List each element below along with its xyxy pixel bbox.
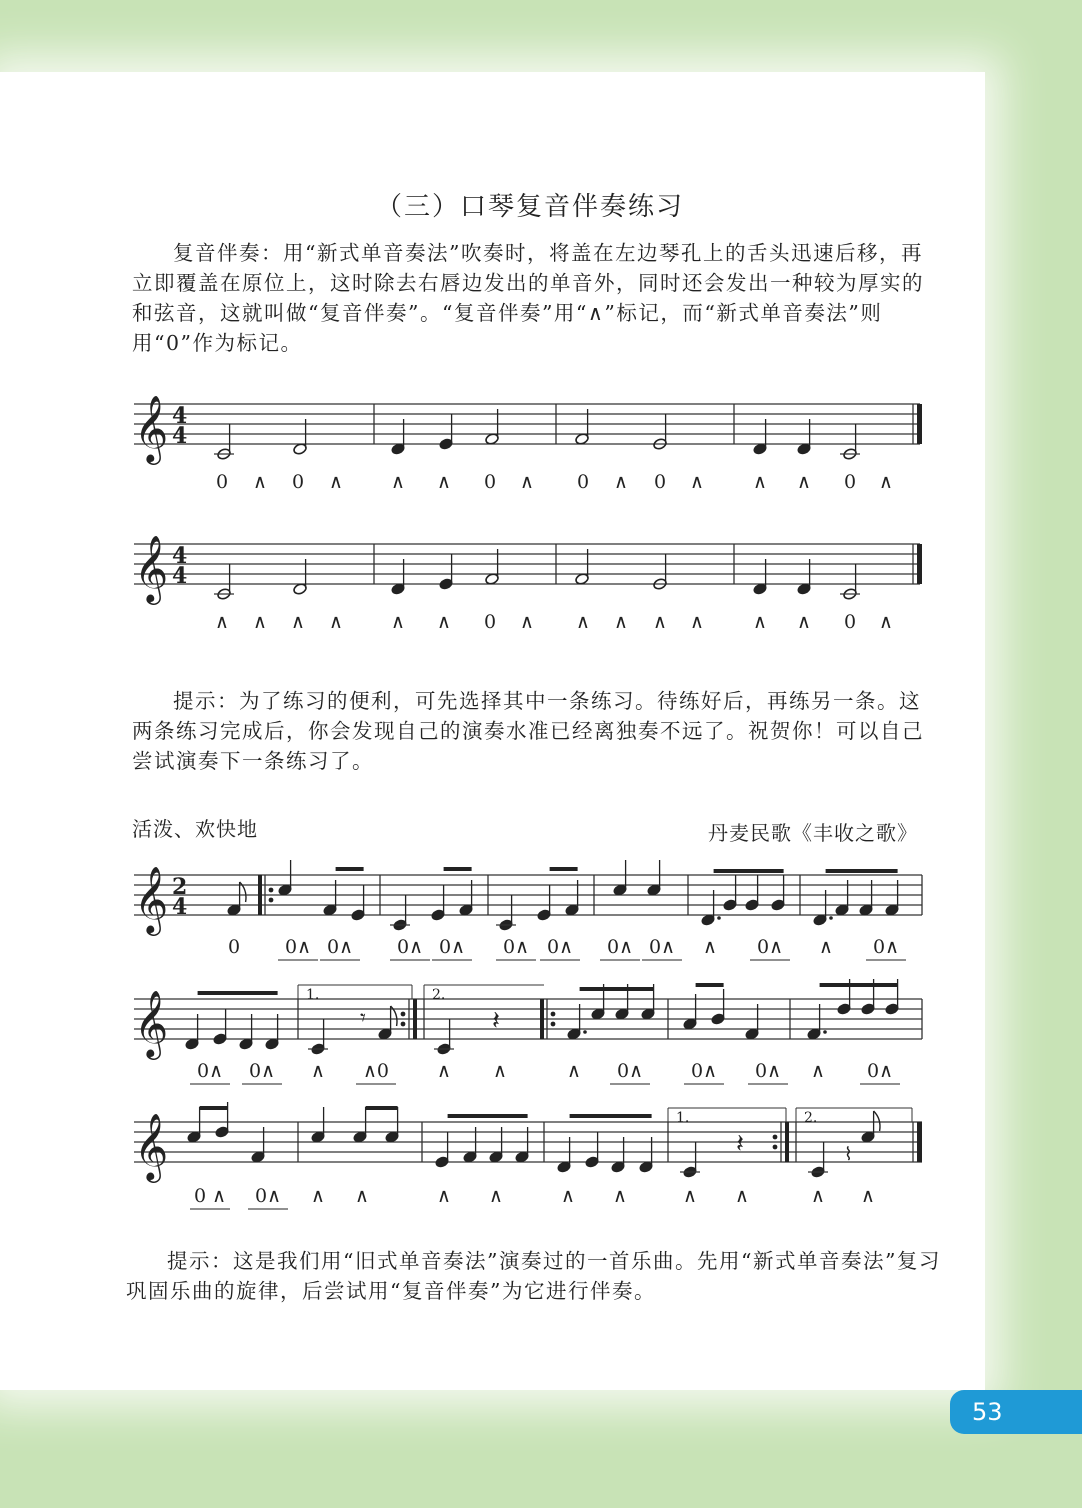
- accompaniment-mark: 0∧: [397, 936, 423, 958]
- accompaniment-mark: ∧: [329, 471, 343, 493]
- time-signature-top: 2: [172, 874, 188, 900]
- tip-2-text: 提示：这是我们用“旧式单音奏法”演奏过的一首乐曲。先用“新式单音奏法”复习巩固乐曲的旋律，后尝试用“复音伴奏”为它进行伴奏。: [126, 1249, 941, 1303]
- accompaniment-mark: ∧: [797, 611, 811, 633]
- time-signature-bottom: 4: [172, 423, 188, 449]
- accompaniment-mark: ∧: [576, 611, 590, 633]
- accompaniment-mark: 0∧: [255, 1185, 281, 1207]
- accompaniment-mark: ∧: [355, 1185, 369, 1207]
- accompaniment-mark: ∧: [520, 471, 534, 493]
- accompaniment-mark: ∧: [215, 611, 229, 633]
- intro-text: 复音伴奏：用“新式单音奏法”吹奏时，将盖在左边琴孔上的舌头迅速后移，再立即覆盖在原位上，这时除去右唇边发出的单音外，同时还会发出一种较为厚实的和弦音，这就叫做“复音伴奏”。“复音伴奏”用“∧”标记，而“新式单音奏法”则用“0”作为标记。: [132, 241, 924, 355]
- accompaniment-mark: 0: [215, 471, 229, 493]
- repeat-thick-line: [258, 875, 262, 915]
- accompaniment-mark: ∧: [437, 611, 451, 633]
- section-title: （三）口琴复音伴奏练习: [375, 192, 684, 222]
- time-signature-top: 4: [172, 403, 188, 429]
- accompaniment-mark: 0∧: [873, 936, 899, 958]
- treble-clef: 𝄞: [134, 534, 169, 602]
- accompaniment-mark: ∧: [391, 611, 405, 633]
- accompaniment-mark: ∧: [437, 471, 451, 493]
- treble-clef: 𝄞: [134, 394, 169, 462]
- accompaniment-mark: 0∧: [439, 936, 465, 958]
- tempo-marking: 活泼、欢快地: [132, 817, 258, 841]
- accompaniment-mark: ∧0: [363, 1060, 389, 1082]
- repeat-thick-line: [540, 999, 544, 1039]
- accompaniment-mark: ∧: [811, 1060, 825, 1082]
- accompaniment-mark: 0∧: [867, 1060, 893, 1082]
- accompaniment-mark: ∧: [861, 1185, 875, 1207]
- accompaniment-mark: 0∧: [285, 936, 311, 958]
- accompaniment-mark: ∧: [879, 471, 893, 493]
- accompaniment-mark: 0 ∧: [193, 1185, 227, 1207]
- repeat-dot: [401, 1012, 406, 1017]
- accompaniment-mark: ∧: [753, 611, 767, 633]
- accompaniment-mark: ∧: [489, 1185, 503, 1207]
- accompaniment-mark: ∧: [520, 611, 534, 633]
- intro-paragraph: [132, 238, 932, 358]
- volta-label: 2.: [432, 987, 446, 1003]
- volta-label: 1.: [676, 1110, 690, 1126]
- accompaniment-mark: ∧: [329, 611, 343, 633]
- accompaniment-mark: 0: [576, 471, 590, 493]
- eighth-rest: 𝄾: [360, 1006, 366, 1031]
- repeat-dot: [269, 898, 274, 903]
- final-bar-line: [917, 404, 922, 444]
- accompaniment-mark: ∧: [561, 1185, 575, 1207]
- repeat-dot: [773, 1145, 778, 1150]
- accompaniment-mark: 0∧: [607, 936, 633, 958]
- song-line-3-staff: [0, 1100, 1082, 1215]
- time-signature-top: 4: [172, 543, 188, 569]
- volta-label: 1.: [306, 987, 320, 1003]
- accompaniment-mark: ∧: [819, 936, 833, 958]
- accompaniment-mark: 0: [843, 471, 857, 493]
- accompaniment-mark: ∧: [391, 471, 405, 493]
- volta-label: 2.: [804, 1110, 818, 1126]
- accompaniment-mark: 0∧: [649, 936, 675, 958]
- accompaniment-mark: 0: [483, 471, 497, 493]
- accompaniment-mark: ∧: [735, 1185, 749, 1207]
- treble-clef: 𝄞: [134, 865, 169, 933]
- repeat-dot: [773, 1135, 778, 1140]
- repeat-thick-line: [785, 1122, 789, 1162]
- quarter-rest: 𝄽: [736, 1129, 744, 1159]
- repeat-dot: [551, 1022, 556, 1027]
- accompaniment-mark: 0∧: [327, 936, 353, 958]
- accompaniment-mark: 0∧: [503, 936, 529, 958]
- tip-1-text: 提示：为了练习的便利，可先选择其中一条练习。待练好后，再练另一条。这两条练习完成后，你会发现自己的演奏水准已经离独奏不远了。祝贺你！可以自己尝试演奏下一条练习了。: [132, 689, 924, 773]
- final-bar-line: [917, 1122, 922, 1162]
- accompaniment-mark: 0∧: [691, 1060, 717, 1082]
- accompaniment-mark: ∧: [683, 1185, 697, 1207]
- accompaniment-mark: 0∧: [197, 1060, 223, 1082]
- final-bar-line: [917, 544, 922, 584]
- quarter-rest: 𝄽: [492, 1006, 500, 1036]
- time-signature-bottom: 4: [172, 563, 188, 589]
- accompaniment-mark: ∧: [291, 611, 305, 633]
- accompaniment-mark: ∧: [614, 471, 628, 493]
- accompaniment-mark: 0∧: [249, 1060, 275, 1082]
- tip-2: [126, 1246, 946, 1306]
- accompaniment-mark: ∧: [493, 1060, 507, 1082]
- dot: [823, 1030, 827, 1034]
- tip-1: [132, 686, 932, 776]
- arpeggio-mark: ⌇: [844, 1144, 853, 1165]
- accompaniment-mark: 0∧: [755, 1060, 781, 1082]
- accompaniment-mark: ∧: [653, 611, 667, 633]
- accompaniment-mark: ∧: [613, 1185, 627, 1207]
- accompaniment-mark: 0: [227, 936, 241, 958]
- repeat-dot: [551, 1012, 556, 1017]
- accompaniment-mark: 0∧: [757, 936, 783, 958]
- accompaniment-mark: 0: [843, 611, 857, 633]
- accompaniment-mark: ∧: [614, 611, 628, 633]
- repeat-thick-line: [413, 999, 417, 1039]
- exercise-1-staff: [0, 390, 1082, 510]
- dot: [583, 1030, 587, 1034]
- accompaniment-mark: 0∧: [617, 1060, 643, 1082]
- accompaniment-mark: ∧: [253, 611, 267, 633]
- repeat-dot: [401, 1022, 406, 1027]
- dot: [829, 916, 833, 920]
- accompaniment-mark: ∧: [811, 1185, 825, 1207]
- exercise-2-staff: [0, 530, 1082, 650]
- accompaniment-mark: ∧: [753, 471, 767, 493]
- accompaniment-mark: ∧: [703, 936, 717, 958]
- repeat-dot: [269, 888, 274, 893]
- accompaniment-mark: 0: [291, 471, 305, 493]
- accompaniment-mark: ∧: [437, 1060, 451, 1082]
- accompaniment-mark: ∧: [311, 1185, 325, 1207]
- accompaniment-mark: ∧: [879, 611, 893, 633]
- treble-clef: 𝄞: [134, 989, 169, 1057]
- accompaniment-mark: ∧: [690, 611, 704, 633]
- accompaniment-mark: ∧: [567, 1060, 581, 1082]
- accompaniment-mark: ∧: [253, 471, 267, 493]
- accompaniment-mark: 0: [653, 471, 667, 493]
- accompaniment-mark: ∧: [690, 471, 704, 493]
- song-source: 丹麦民歌《丰收之歌》: [708, 821, 918, 845]
- treble-clef: 𝄞: [134, 1112, 169, 1180]
- accompaniment-mark: 0∧: [547, 936, 573, 958]
- note-flag: [874, 1111, 880, 1131]
- accompaniment-mark: ∧: [437, 1185, 451, 1207]
- song-line-2-staff: [0, 975, 1082, 1090]
- time-signature-bottom: 4: [172, 894, 188, 920]
- song-line-1-staff: [0, 855, 1082, 965]
- dot: [717, 916, 721, 920]
- accompaniment-mark: ∧: [797, 471, 811, 493]
- accompaniment-mark: ∧: [311, 1060, 325, 1082]
- page-number: 53: [950, 1390, 1082, 1434]
- accompaniment-mark: 0: [483, 611, 497, 633]
